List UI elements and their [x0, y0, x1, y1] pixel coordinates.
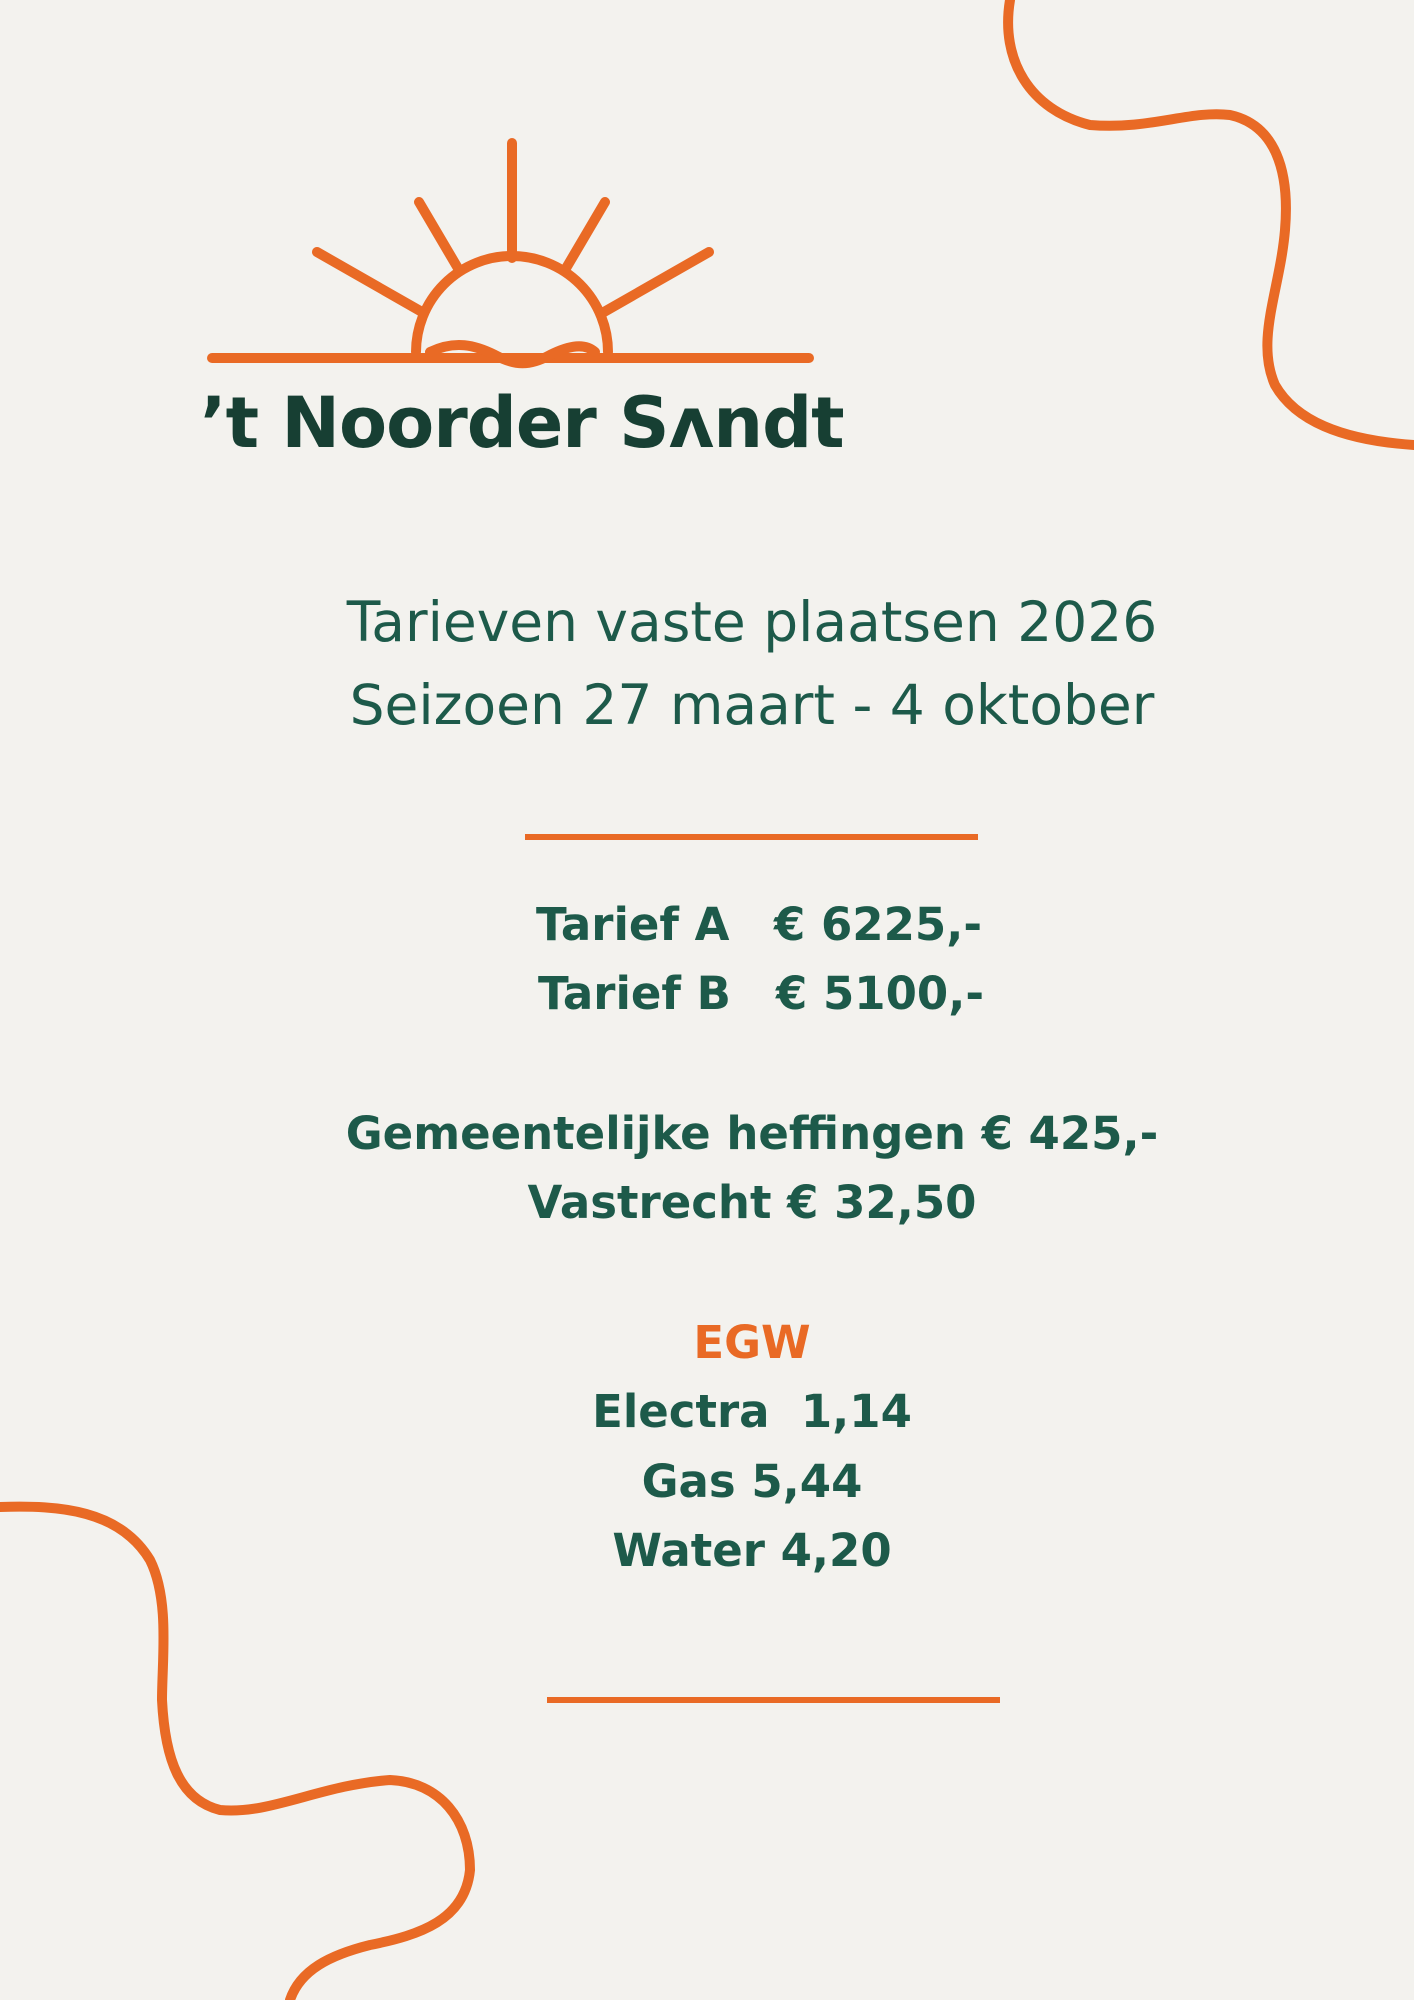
utilities-heading: EGW [693, 1316, 811, 1369]
municipal-fees: Gemeentelijke heffingen € 425,- [345, 1107, 1159, 1160]
electricity-rate: Electra 1,14 [592, 1385, 912, 1438]
rate-label: Tarief B [538, 967, 731, 1020]
fixed-fee: Vastrecht € 32,50 [527, 1176, 977, 1229]
rate-row-a [536, 898, 982, 951]
bottom-divider [547, 1697, 1000, 1703]
rate-value: € 6225,- [774, 898, 982, 951]
page-title: Tarieven vaste plaatsen 2026 [346, 590, 1158, 654]
top-divider [525, 834, 978, 840]
rate-label: Tarief A [536, 898, 730, 951]
water-rate: Water 4,20 [612, 1524, 892, 1577]
rate-row-b [538, 967, 984, 1020]
season-subtitle: Seizoen 27 maart - 4 oktober [349, 673, 1155, 737]
rate-value: € 5100,- [776, 967, 984, 1020]
gas-rate: Gas 5,44 [641, 1455, 863, 1508]
brand-name: ’t Noorder Sʌndt [200, 382, 844, 464]
